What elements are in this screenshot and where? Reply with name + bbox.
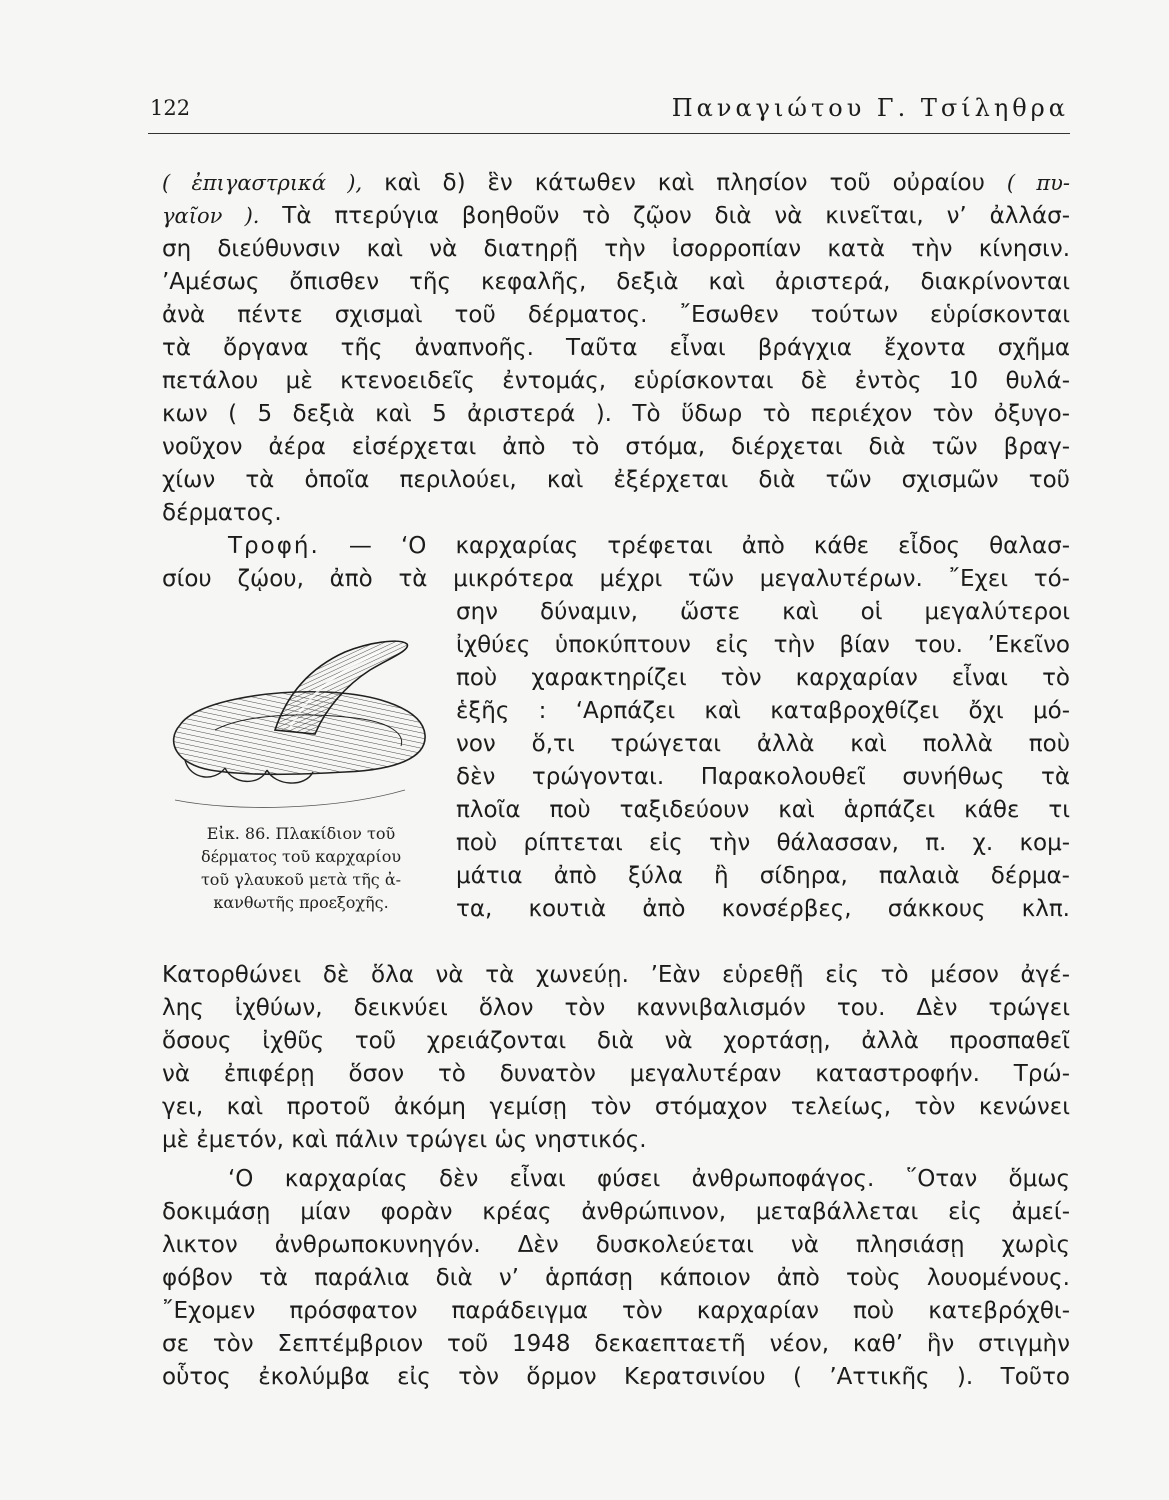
text-line: Τροφή. — ‘Ο καρχαρίας τρέφεται ἀπὸ κάθε εἶδος θαλασ- xyxy=(228,533,1070,559)
figure-placoid-scale xyxy=(155,630,440,820)
text-line: δέρματος. xyxy=(162,500,282,526)
page-number: 122 xyxy=(150,96,191,120)
text-line: μὲ ἐμετόν, καὶ πάλιν τρώγει ὡς νηστικός. xyxy=(162,1127,647,1153)
text-line: ση διεύθυνσιν καὶ νὰ διατηρῇ τὴν ἰσορροπίαν κατὰ τὴν κίνησιν. xyxy=(162,236,1070,262)
text-line: σε τὸν Σεπτέμβριον τοῦ 1948 δεκαεπταετῆ νέον, καθ’ ἣν στιγμὴν xyxy=(162,1331,1070,1357)
text-line: δὲν τρώγονται. Παρακολουθεῖ συνήθως τὰ xyxy=(456,764,1070,790)
text-line: νοῦχον ἀέρα εἰσέρχεται ἀπὸ τὸ στόμα, διέρχεται διὰ τῶν βραγ- xyxy=(162,434,1070,460)
text-line: ’Αμέσως ὄπισθεν τῆς κεφαλῆς, δεξιὰ καὶ ἀριστερά, διακρίνονται xyxy=(162,269,1070,295)
text-line: νον ὅ,τι τρώγεται ἀλλὰ καὶ πολλὰ ποὺ xyxy=(456,731,1070,757)
text-line: λης ἰχθύων, δεικνύει ὅλον τὸν καννιβαλισμόν του. Δὲν τρώγει xyxy=(162,995,1070,1021)
text-line: πετάλου μὲ κτενοειδεῖς ἐντομάς, εὑρίσκονται δὲ ἐντὸς 10 θυλά- xyxy=(162,368,1070,394)
text-line: φόβον τὰ παράλια διὰ ν’ ἁρπάσῃ κάποιον ἀπὸ τοὺς λουομένους. xyxy=(162,1265,1070,1291)
text-line: ἀνὰ πέντε σχισμαὶ τοῦ δέρματος. ῎Εσωθεν τούτων εὑρίσκονται xyxy=(162,302,1070,328)
text-line: ποὺ χαρακτηρίζει τὸν καρχαρίαν εἶναι τὸ xyxy=(456,665,1070,691)
text-line: λικτον ἀνθρωποκυνηγόν. Δὲν δυσκολεύεται νὰ πλησιάσῃ χωρὶς xyxy=(162,1232,1070,1258)
text-line: ῎Εχομεν πρόσφατον παράδειγμα τὸν καρχαρίαν ποὺ κατεβρόχθι- xyxy=(162,1298,1070,1324)
text-line: τὰ ὄργανα τῆς ἀναπνοῆς. Ταῦτα εἶναι βράγχια ἔχοντα σχῆμα xyxy=(162,335,1070,361)
text-line: σην δύναμιν, ὥστε καὶ οἱ μεγαλύτεροι xyxy=(456,599,1070,625)
placoid-scale-drawing xyxy=(155,630,440,820)
text-line: οὗτος ἐκολύμβα εἰς τὸν ὅρμον Κερατσινίου ( ’Αττικῆς ). Τοῦτο xyxy=(162,1364,1070,1390)
text-line: τα, κουτιὰ ἀπὸ κονσέρβες, σάκκους κλπ. xyxy=(456,896,1070,922)
header-rule xyxy=(148,133,1070,134)
text-line: ( ἐπιγαστρικά ), καὶ δ) ἓν κάτωθεν καὶ πλησίον τοῦ οὐραίου ( πυ- xyxy=(162,170,1070,196)
text-line: ποὺ ρίπτεται εἰς τὴν θάλασσαν, π. χ. κομ- xyxy=(456,830,1070,856)
text-line: ‘Ο καρχαρίας δὲν εἶναι φύσει ἀνθρωποφάγος. ῞Οταν ὅμως xyxy=(228,1166,1070,1192)
text-line: ἑξῆς : ‘Αρπάζει καὶ καταβροχθίζει ὄχι μό- xyxy=(456,698,1070,724)
figure-caption: Εἰκ. 86. Πλακίδιον τοῦ δέρματος τοῦ καρχαρίου τοῦ γλαυκοῦ μετὰ τῆς ἀ- κανθωτῆς προεξοχῆς. xyxy=(200,824,402,912)
text-line: νὰ ἐπιφέρῃ ὅσον τὸ δυνατὸν μεγαλυτέραν καταστροφήν. Τρώ- xyxy=(162,1061,1070,1087)
section-heading: Τροφή. xyxy=(228,533,320,559)
text-line: Κατορθώνει δὲ ὅλα νὰ τὰ χωνεύῃ. ’Εὰν εὑρεθῇ εἰς τὸ μέσον ἀγέ- xyxy=(162,962,1070,988)
text-line: σίου ζῴου, ἀπὸ τὰ μικρότερα μέχρι τῶν μεγαλυτέρων. ῎Εχει τό- xyxy=(162,566,1070,592)
running-head: Παναγιώτου Γ. Τσίληθρα xyxy=(671,94,1069,122)
text-line: πλοῖα ποὺ ταξιδεύουν καὶ ἁρπάζει κάθε τι xyxy=(456,797,1070,823)
text-line: κων ( 5 δεξιὰ καὶ 5 ἀριστερά ). Τὸ ὕδωρ τὸ περιέχον τὸν ὀξυγο- xyxy=(162,401,1070,427)
text-line: γαῖον ). Τὰ πτερύγια βοηθοῦν τὸ ζῷον διὰ νὰ κινεῖται, ν’ ἀλλάσ- xyxy=(162,203,1070,229)
text-line: ἰχθύες ὑποκύπτουν εἰς τὴν βίαν του. ’Εκεῖνο xyxy=(456,632,1070,658)
text-line: δοκιμάσῃ μίαν φορὰν κρέας ἀνθρώπινον, μεταβάλλεται εἰς ἀμεί- xyxy=(162,1199,1070,1225)
text-line: γει, καὶ προτοῦ ἀκόμη γεμίσῃ τὸν στόμαχον τελείως, τὸν κενώνει xyxy=(162,1094,1070,1120)
text-line: χίων τὰ ὁποῖα περιλούει, καὶ ἐξέρχεται διὰ τῶν σχισμῶν τοῦ xyxy=(162,467,1070,493)
text-line: ὅσους ἰχθῦς τοῦ χρειάζονται διὰ νὰ χορτάσῃ, ἀλλὰ προσπαθεῖ xyxy=(162,1028,1070,1054)
text-line: μάτια ἀπὸ ξύλα ἢ σίδηρα, παλαιὰ δέρμα- xyxy=(456,863,1070,889)
